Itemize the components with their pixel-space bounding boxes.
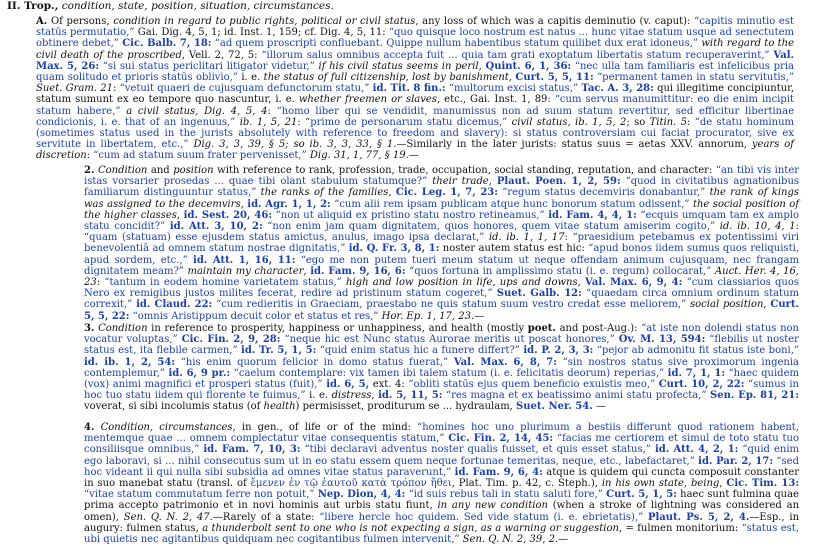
body-text: , bbox=[371, 390, 379, 402]
italic-gloss: civil status, ib. 1, 5, 2 bbox=[511, 116, 627, 128]
italic-gloss: id. ib. 10, 4, 1 bbox=[719, 221, 796, 233]
citation: id. Fam. 9, 6, 4: bbox=[454, 466, 543, 478]
quotation: “tibi declaravi adventus noster qualis fuisset, et quis esset status,” bbox=[304, 444, 651, 456]
italic-gloss: Dig. 3, 3, 39, § 5; so ib. 3, 3, 33, § 1 bbox=[193, 139, 394, 151]
quotation: “vitae statum commutatum ferre non potuit,” bbox=[84, 489, 315, 501]
section-heading bbox=[7, 0, 829, 13]
body-text: —Esp., in augury: fulmen status, bbox=[84, 511, 800, 534]
citation: id. 7, 1, 1: bbox=[667, 367, 726, 379]
quotation: “homines hoc uno plurimum a bestiis differunt quod rationem habent, mentemque quae ... omnem complectatur vitae consequentis statum,” bbox=[84, 422, 799, 445]
citation: Plaut. Ps. 5, 2, 4. bbox=[647, 511, 750, 523]
body-text: , bbox=[388, 187, 396, 199]
body-text: (when a stroke of lightning was considered an omen), bbox=[84, 500, 800, 523]
quotation: “quid enim status hic a funere differt?” bbox=[319, 345, 520, 357]
quotation: “apud bonos iidem sumus quos reliquisti, apud sordem, etc.,” bbox=[84, 243, 799, 266]
italic-gloss: a civil status, Dig. 4, 5, 4 bbox=[126, 105, 268, 117]
italic-gloss: Sen. Q. N. 2, 47 bbox=[123, 511, 210, 523]
citation: id. Att. 1, 16, 11: bbox=[193, 254, 296, 266]
body-text: noster autem status est hic: bbox=[439, 243, 589, 255]
italic-gloss: Hor. Ep. 1, 17, 23 bbox=[381, 310, 472, 322]
citation: id. P. 2, 3, 3: bbox=[523, 345, 594, 357]
italic-gloss: their trade bbox=[432, 176, 489, 188]
body-text: : bbox=[564, 232, 573, 244]
quotation: “non enim jam quam dignitatem, quos honores, quem vitae statum amiserim cogito,” bbox=[267, 221, 716, 233]
body-text: , Vell. 2, 72, 5: bbox=[181, 49, 262, 61]
citation: Suet. Galb. 12: bbox=[496, 288, 582, 300]
citation: Tac. A. 3, 28: bbox=[581, 83, 654, 95]
quotation: “sin nostros status sive proximorum ingenia contemplemur,” bbox=[84, 356, 799, 379]
citation: id. Fam. 4, 4, 1: bbox=[548, 209, 637, 221]
citation: Val. Max. 6, 8, 7: bbox=[453, 356, 557, 368]
body-text: i. e. bbox=[237, 72, 264, 84]
body-text: : bbox=[795, 221, 799, 233]
citation: id. Att. 3, 10, 2: bbox=[169, 221, 263, 233]
quotation: “cum classiarios quos Nero ex remigibus justos milites fecerat, redire ad pristinum statum cogeret,” bbox=[84, 277, 799, 300]
quotation: “cum ad statum suum frater pervenisset,” bbox=[93, 150, 307, 162]
italic-gloss: the rank of kings was assigned to the decemvirs bbox=[84, 187, 800, 210]
body-text: ) permisisset, proditurum se ... hydraulam, bbox=[295, 401, 517, 413]
quotation: “non ut aliquid ex pristino statu nostro retineamus,” bbox=[275, 209, 545, 221]
citation: id. Fam. 7, 10, 3: bbox=[203, 444, 301, 456]
italic-gloss: Condition bbox=[98, 323, 148, 334]
quotation: “capitis minutio est statūs permutatio,” bbox=[36, 16, 795, 39]
body-text: , in gen., of life or of the mind: bbox=[232, 422, 418, 433]
quotation: “cum redieritis in Graeciam, praestabo ne quis statum suum vestro credat esse meliorem,” bbox=[216, 299, 687, 311]
section-label: II. Trop., bbox=[7, 0, 59, 12]
citation: Cic. Fin. 2, 9, 28: bbox=[181, 334, 281, 346]
quotation: “flebilis ut noster status est, ita flebile carmen,” bbox=[84, 334, 799, 357]
quotation: “praesidium petebamus ex potentissimi viri benevolentiā ad omnem statum nostrae dignitatis,” bbox=[84, 232, 799, 255]
quotation: “quid enim ego laboravi, si ... nihil consecutus sum ut in eo statu essem quem neque fortunae temeritas, neque, etc., labefactaret,” bbox=[84, 444, 800, 467]
dictionary-entry bbox=[7, 0, 829, 545]
quotation: “homo liber qui se vendidit, manumissus non ad suum statum revertitur, sed efficitur libertinae condicionis, i. e. that of an ingenuus,” bbox=[36, 105, 794, 128]
italic-gloss: Condition bbox=[97, 165, 148, 176]
body-text: : bbox=[86, 150, 94, 162]
italic-gloss: the status of full citizenship, lost by banishment bbox=[263, 72, 509, 84]
citation: id. Tr. 5, 1, 5: bbox=[241, 345, 317, 357]
italic-gloss: id. ib. 1, 1, 17 bbox=[488, 232, 565, 244]
quotation: “his enim quorum felicior in domo status fuerat,” bbox=[180, 356, 449, 368]
section-description: condition, state, position, situation, circumstances. bbox=[61, 0, 334, 12]
italic-gloss: in his own state, being bbox=[601, 478, 720, 490]
italic-gloss: condition in regard to public rights, political or civil status bbox=[113, 16, 416, 27]
quotation: “status est, ubi quietis nec agitantibus quidquam nec cogitantibus fulmen intervenit,” bbox=[84, 522, 799, 545]
citation: id. Fam. 9, 16, 6: bbox=[310, 265, 406, 277]
quotation: “obliti statūs ejus quem beneficio exuistis meo,” bbox=[408, 379, 656, 391]
body-text: and post-Aug.): bbox=[555, 323, 642, 334]
italic-gloss: years of discretion bbox=[36, 139, 794, 162]
italic-gloss: if his civil status seems in peril bbox=[318, 60, 479, 72]
quotation: “nec ulla tam familiaris est infelicibus pria quam solitudo et prioris statūs oblivio,” bbox=[36, 60, 794, 84]
citation: Plaut. Poen. 1, 2, 59: bbox=[496, 176, 621, 188]
citation: Curt. 5, 1, 5: bbox=[606, 489, 677, 501]
italic-gloss: ib. 1, 5, 21 bbox=[239, 116, 298, 128]
body-text: : bbox=[267, 105, 277, 117]
body-text: .— bbox=[471, 310, 485, 322]
citation: Cic. Balb. 7, 18: bbox=[122, 38, 212, 50]
italic-gloss: health bbox=[263, 401, 296, 413]
body-text: ext. 4: bbox=[369, 379, 409, 391]
sense-paragraph bbox=[84, 323, 799, 413]
sense-paragraph bbox=[36, 16, 794, 162]
quotation: ἔμενεν ἐν τῷ ἑαυτοῦ κατὰ τρόπον ἤθει bbox=[250, 478, 452, 490]
citation: id. Sest. 20, 46: bbox=[183, 209, 273, 221]
body-text: — bbox=[592, 401, 606, 413]
body-text: , Plat. Tim. p. 42, c. Steph.), bbox=[451, 478, 602, 490]
bold-term: poet. bbox=[527, 323, 556, 334]
citation: id. Claud. 22: bbox=[136, 299, 213, 311]
quotation: “libere hercle hoc quidem. Sed vide statum (i. e. ebrietatis),” bbox=[319, 511, 644, 523]
body-text: qui illegitime concipiuntur, statum sumunt ex eo tempore quo nascuntur, i. e. bbox=[36, 83, 795, 106]
sense-paragraph bbox=[84, 165, 799, 322]
body-text: i. e. bbox=[305, 390, 332, 402]
quotation: “ego me non putem tueri meum statum ut neque offendam animum cujusquam, nec frangam dignitatem meam?” bbox=[84, 254, 799, 277]
citation: Ov. M. 13, 594: bbox=[618, 334, 706, 346]
citation: Suet. Ner. 54. bbox=[516, 401, 593, 413]
quotation: “quam (statuam) esse ejusdem status amictus, anulus, imago ipsa declarat,” bbox=[84, 232, 485, 244]
quotation: “ecquis umquam tam ex amplo statu concidit?” bbox=[84, 209, 799, 233]
italic-gloss: the ranks of the families bbox=[260, 187, 389, 199]
citation: Cic. Leg. 1, 7, 23: bbox=[395, 187, 498, 199]
italic-gloss: in any new condition bbox=[437, 500, 548, 512]
quotation: “quos fortuna in amplissimo statu (i. e. regum) collocarat,” bbox=[409, 265, 712, 277]
italic-gloss: Titin. 5 bbox=[649, 116, 688, 128]
quotation: “vetuit quaeri de cujusquam defunctorum statu,” bbox=[119, 83, 370, 95]
quotation: “ad quem proscripti confluebant. Quippe nullum habentibus statum quilibet dux erat idoneus,” bbox=[214, 38, 699, 50]
italic-gloss: social position bbox=[690, 299, 764, 311]
body-text: voverat, si sibi incolumis status (of bbox=[84, 401, 264, 413]
body-text: Of persons, bbox=[50, 16, 114, 27]
citation: Curt. 5, 5, 22: bbox=[84, 299, 800, 322]
body-text: and bbox=[147, 165, 174, 176]
body-text: , bbox=[303, 265, 311, 277]
body-text: , bbox=[577, 277, 586, 289]
body-text: : bbox=[297, 116, 306, 128]
citation: id. 6, 9 pr.: bbox=[168, 367, 231, 379]
italic-gloss: position bbox=[173, 165, 214, 176]
body-text: Gai. Dig. 4, 5, 1; id. Inst. 1, 159; cf. Dig. 4, 5, 11: bbox=[134, 27, 389, 39]
citation: id. Tit. 8 fin.: bbox=[372, 83, 446, 95]
citation: id. Par. 2, 17: bbox=[698, 455, 774, 467]
citation: id. ib. 1, 2, 54: bbox=[84, 356, 176, 368]
body-text: , bbox=[176, 209, 184, 221]
body-text: , bbox=[240, 198, 248, 210]
body-text: , any loss of which was a capitis deminutio (v. caput): bbox=[415, 16, 695, 27]
italic-gloss: a thunderbolt sent to one who is not expecting a sign, as a warning or suggestion bbox=[202, 522, 619, 534]
sense-number: 2. bbox=[84, 165, 95, 176]
body-text: haec sunt fulmina quae prima accepto patrimonio et in novi hominis aut urbis statu fiunt, bbox=[84, 489, 799, 512]
body-text: .— bbox=[405, 150, 419, 162]
sense-paragraph bbox=[84, 422, 799, 545]
citation: Nep. Dion, 4, 4: bbox=[317, 489, 406, 501]
quotation: “si sui status periclitari litigator videtur,” bbox=[102, 60, 315, 72]
quotation: “an tibi vis inter istas vorsarier prosedas ... quae tibi olant stabulum statumque?” bbox=[84, 165, 800, 188]
quotation: “permanent tamen in statu servitutis,” bbox=[597, 72, 795, 84]
quotation: “id suis rebus tali in statu saluti fore,” bbox=[408, 489, 603, 501]
body-text: in reference to prosperity, happiness or unhappiness, and health (mostly bbox=[147, 323, 528, 334]
body-text: , bbox=[488, 176, 497, 188]
body-text: ; so bbox=[626, 116, 650, 128]
quotation: “haec quidem (vox) animi magnifici et prosperi status (fuit),” bbox=[84, 367, 799, 391]
quotation: “tantum in eodem homine varietatem status,” bbox=[104, 277, 342, 289]
citation: id. 6, 5, bbox=[326, 379, 370, 391]
italic-gloss: whether freemen or slaves bbox=[298, 94, 437, 106]
italic-gloss: distress bbox=[331, 390, 372, 402]
citation: id. Agr. 1, 1, 2: bbox=[247, 198, 331, 210]
body-text: : bbox=[96, 277, 105, 289]
quotation: “omnis Aristippum decuit color et status et res,” bbox=[132, 310, 379, 322]
quotation: “sed hoc videant ii qui nulla sibi subsidia ad omnes vitae status paraverunt,” bbox=[84, 455, 799, 478]
body-text: , = fulmen monitorium: bbox=[618, 522, 742, 534]
citation: Quint. 6, 1, 36: bbox=[485, 60, 572, 72]
quotation: “res magna et ex beatissimo animi statu profecta,” bbox=[445, 390, 707, 402]
quotation: “facias me certiorem et simul de toto statu tuo consiliisque omnibus,” bbox=[84, 433, 799, 456]
body-text: , etc., Gai. Inst. 1, 89: bbox=[436, 94, 555, 106]
sense-number: A. bbox=[36, 16, 48, 27]
italic-gloss: Dig. 31, 1, 77, § 19 bbox=[309, 150, 406, 162]
italic-gloss: Suet. Gram. 21 bbox=[36, 83, 114, 95]
quotation: “caelum contemplare: vix tamen ibi talem statum (i. e. felicitatis deorum) reperias,” bbox=[233, 367, 665, 379]
body-text: , bbox=[478, 60, 486, 72]
quotation: “illorum salus omnibus accepta fuit ... quia tam grati exoptatum libertatis statum recuperaverint,” bbox=[261, 49, 770, 61]
body-text: , bbox=[719, 478, 727, 490]
quotation: “at iste non dolendi status non vocatur voluptas,” bbox=[84, 323, 799, 346]
quotation: “quo quisque loco nostrum est natus ... hunc vitae statum usque ad senectutem obtinere debet,” bbox=[36, 27, 794, 50]
citation: Cic. Tim. 13: bbox=[726, 478, 800, 490]
citation: id. Att. 4, 2, 1: bbox=[654, 444, 739, 456]
body-text: .—Rarely of a state: bbox=[209, 511, 320, 523]
quotation: “cum servus manumittitur: eo die enim incipit statum habere,” bbox=[36, 94, 794, 117]
body-text: , bbox=[508, 72, 516, 84]
citation: Cic. Fin. 2, 14, 45: bbox=[448, 433, 554, 445]
italic-gloss: Auct. Her. 4, 16, 23 bbox=[84, 265, 799, 289]
quotation: “multorum excisi status,” bbox=[448, 83, 579, 95]
quotation: “pejor ab admonitu fit status iste boni,” bbox=[596, 345, 800, 357]
quotation: “primo de personarum statu dicemus,” bbox=[305, 116, 508, 128]
citation: Val. Max. 5, 26: bbox=[36, 49, 794, 72]
body-text: , bbox=[763, 299, 771, 311]
sense-number: 3. bbox=[84, 323, 95, 334]
body-text: : bbox=[687, 116, 695, 128]
quotation: “de statu hominum (sometimes status used in the jurists absolutely with reference to freedom and slavery): si status controversiam cui faciat procurator, sive ex servitute in libertatem, etc.,” bbox=[36, 116, 794, 151]
italic-gloss: maintain my character bbox=[187, 265, 304, 277]
body-text: atque is quidem qui cuncta composuit constanter in suo manebat statu (transl. of bbox=[84, 466, 799, 490]
italic-gloss: with regard to the civil death of the proscribed bbox=[36, 38, 794, 61]
citation: Curt. 10, 2, 22: bbox=[658, 379, 745, 391]
italic-gloss: high and low position in life, ups and downs bbox=[346, 277, 578, 289]
quotation: “sumus in hoc tuo statu iidem qui florente te fuimus,” bbox=[84, 379, 799, 402]
quotation: “cum alii rem ipsam publicam atque hunc bonorum statum odissent,” bbox=[334, 198, 690, 210]
quotation: “regum status decemviris donabantur,” bbox=[502, 187, 706, 199]
italic-gloss: Condition, circumstances bbox=[100, 422, 233, 433]
citation: Curt. 5, 5, 11: bbox=[515, 72, 594, 84]
body-text: with reference to rank, profession, trade, occupation, social standing, reputation, and character: bbox=[213, 165, 716, 176]
body-text: : bbox=[113, 83, 120, 95]
quotation: “quaedam circa omnium ordinum statum correxit,” bbox=[84, 288, 799, 311]
sense-number: 4. bbox=[84, 422, 95, 433]
body-text: .— bbox=[554, 534, 569, 545]
citation: id. Q. Fr. 3, 8, 1: bbox=[348, 243, 440, 255]
citation: id. 5, 11, 5: bbox=[378, 390, 443, 402]
citation: Val. Max. 6, 9, 4: bbox=[585, 277, 683, 289]
italic-gloss: Sen. Q. N. 2, 39, 2 bbox=[462, 534, 555, 545]
body-text: .—Similarly in the later jurists: status suus = aetas XXV. annorum, bbox=[393, 139, 752, 151]
quotation: “neque hic est Nunc status Aurorae meritis ut poscat honores,” bbox=[284, 334, 615, 346]
quotation: “quod in civitatibus agnationibus familiarum distinguuntur status,” bbox=[84, 176, 800, 199]
citation: Sen. Ep. 81, 21: bbox=[710, 390, 799, 402]
italic-gloss: the social position of the higher classes bbox=[84, 198, 800, 221]
